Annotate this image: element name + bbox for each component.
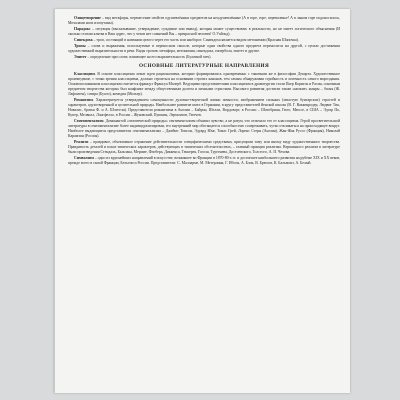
direction-name: Символизм: [74, 156, 94, 161]
direction-entry: [68, 140, 340, 155]
term-name: Парадокс: [74, 26, 91, 31]
term-name: Тропы: [74, 43, 86, 48]
term-entry: [68, 27, 340, 37]
section-heading: ОСНОВНЫЕ ЛИТЕРАТУРНЫЕ НАПРАВЛЕНИЯ: [138, 62, 270, 69]
term-definition: – определение при слове, влияющее на его выразительность (Булатной меч).: [86, 54, 212, 59]
direction-description: . Доминантой «человеческой природы» сентиментализм объявил чувство, а не разум, что отличало его от классицизма. Герой просветительской литературы в сентиментализме более индивидуализирован, его внутренний мир обогащается способностью сопереживать, чутко откликаться на происходящее вокруг. Наиболее выдающиеся представители сентиментализма – Джеймс Томсон, Эдуард Юнг, Томас Грей, Лоренс Стерн (Англия), Жан-Жак Руссо (Франция), Николай Карамзин (Россия).: [68, 119, 340, 139]
term-name: Олицетворение: [74, 16, 101, 20]
term-definition: – ситуация (высказывание, утверждение, суждение или вывод), которая может существовать в реальности, но не имеет логического объяснения (И сколько стихии клятва в Ваш адрес, что у чехов нет сомнений Вы – прекрасной человек! О.Уайльд).: [68, 26, 340, 37]
term-definition: – троп, состоящий в названии целого через его часть или наоборот. Синекдоха является видом метонимии (Красная Шапочка).: [92, 37, 299, 42]
direction-description: . Характеризуется утверждением самоценности духовно-творческой жизни личности, изображением сильных (зачастую бунтарских) страстей и характеров, одухотворенной и целительной природы. Наибольшее развитие имел в Германии, в кругу представителей йенской школы (В. Г. Ваккенродер, Людвиг Тик, Новалис, братья Ф. и А. Шлегели). Представители романтизма в Англии – Байрон, Шелли, Вордсворт, в России – Шатобриан, Гюго, Мюссе, в США – Эдгар По, Купер, Мелвилл, Лонгфелло, в России – Жуковский, Пушкин, Лермонтов, Тютчев.: [68, 98, 340, 118]
term-entry: [68, 16, 340, 26]
direction-entry: [68, 72, 340, 97]
direction-entry: [68, 156, 340, 166]
term-definition: – вид метафоры, перенесение свойств одушевлённых предметов на неодушевлённые (А в горе, горе, переваленье! А в лыком горе подоносилось, Мочалами ноги изопутаны).: [68, 16, 340, 26]
term-name: Эпитет: [74, 54, 87, 59]
direction-name: Классицизм: [74, 71, 95, 76]
direction-entry: [68, 119, 340, 139]
term-entry: [68, 44, 340, 54]
direction-name: Сентиментализм: [74, 119, 104, 124]
direction-description: . В основе классицизма лежат идеи рационализма, которые формировались одновременно с таковыми же в философии Декарта. Художественное произведение, с точки зрения классицизма, должно строиться на основании строгих канонов, тем самым обнаруживая стройность и логичность самого мироздания. Основоположником классицизма считается француз Франсуа Малерб. Ведущими представителями классицизма в драматургии стали Пьер Корнель и Расин, основным предметом творчества которых был конфликт между общественным долгом и личными страстями. Высокого развития достигли также «низкие» жанры – басня (Ж. Лафонтен), сатира (Буало), комедия (Мольер).: [68, 71, 341, 97]
direction-description: – правдивое, объективное отражение действительности специфическими средствами, присущими тому или иному виду художественного творчества. Правдивость деталей и показ типических характеров, действующих в типических обстоятельствах, – главный принцип реализма. Вершинного реализм в литературе были произведения Стендаль, Бальзака, Мериме, Флобера, Диккенса, Теккерея, Гоголя, Тургенева, Достоевского, Толстого, А. П. Чехова.: [68, 140, 340, 155]
direction-description: – одно из крупнейших направлений в искусстве, возникшее во Франции в 1870-80-х гг. и достигшее наибольшего развития на рубеже XIX и XX веков, прежде всего в самой Франции, Бельгии и России. Представители: С. Малларме, М. Метерлинк, Г. Ибсен, А. Блок, В. Брюсов, К. Бальмонт, А. Белый.: [68, 156, 340, 166]
term-name: Синекдоха: [74, 37, 93, 42]
term-entry: [68, 38, 340, 43]
direction-entry: [68, 98, 340, 118]
direction-name: Романтизм: [74, 98, 93, 103]
book-page: [54, 9, 350, 393]
page-text: [68, 16, 340, 167]
term-entry: [68, 55, 340, 60]
term-definition: – слова и выражения, используемые в переносном смысле, которые одни свойства одного предмета переносятся на другой, с целью достижения художественной выразительности в речи. Виды тропов: метафора, метонимия, синекдоха, гипербола, эпитет и другие.: [68, 43, 340, 53]
direction-name: Реализм: [74, 140, 89, 145]
page-left-edge: [54, 9, 55, 393]
